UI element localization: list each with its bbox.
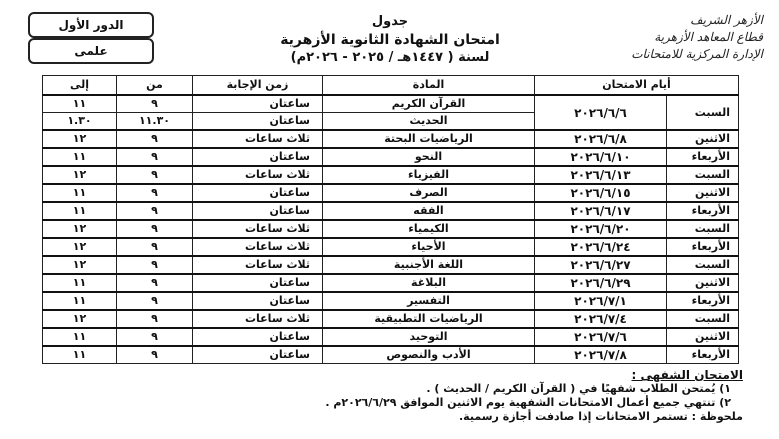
table-row bbox=[43, 292, 739, 310]
cell-duration: ساعتان bbox=[193, 328, 323, 346]
cell-duration: ثلاث ساعات bbox=[193, 238, 323, 256]
cell-date: ٢٠٢٦/٦/١٠ bbox=[535, 148, 667, 166]
table-row bbox=[43, 130, 739, 148]
cell-day: السبت bbox=[667, 256, 739, 274]
cell-date: ٢٠٢٦/٦/٢٤ bbox=[535, 238, 667, 256]
cell-from: ١١.٣٠ bbox=[117, 113, 193, 131]
branch-label: علمى bbox=[74, 44, 108, 58]
cell-duration: ثلاث ساعات bbox=[193, 220, 323, 238]
cell-date: ٢٠٢٦/٦/٢٠ bbox=[535, 220, 667, 238]
cell-to: ١١ bbox=[43, 328, 117, 346]
cell-to: ١.٣٠ bbox=[43, 113, 117, 131]
cell-to: ١١ bbox=[43, 95, 117, 113]
cell-to: ١١ bbox=[43, 292, 117, 310]
table-row bbox=[43, 184, 739, 202]
cell-date: ٢٠٢٦/٦/١٧ bbox=[535, 202, 667, 220]
cell-date: ٢٠٢٦/٦/٢٧ bbox=[535, 256, 667, 274]
branch-label-box bbox=[28, 38, 154, 64]
cell-from: ٩ bbox=[117, 346, 193, 364]
page-title: امتحان الشهادة الثانوية الأزهرية bbox=[280, 32, 500, 48]
cell-subject: التفسير bbox=[323, 292, 535, 310]
cell-from: ٩ bbox=[117, 130, 193, 148]
cell-duration: ساعتان bbox=[193, 202, 323, 220]
table-row bbox=[43, 220, 739, 238]
cell-to: ١٢ bbox=[43, 238, 117, 256]
cell-date: ٢٠٢٦/٧/١ bbox=[535, 292, 667, 310]
cell-from: ٩ bbox=[117, 238, 193, 256]
cell-to: ١١ bbox=[43, 202, 117, 220]
cell-day: السبت bbox=[667, 220, 739, 238]
notes-section bbox=[43, 368, 743, 424]
cell-subject: البلاغة bbox=[323, 274, 535, 292]
cell-from: ٩ bbox=[117, 256, 193, 274]
cell-to: ١١ bbox=[43, 148, 117, 166]
cell-duration: ساعتان bbox=[193, 95, 323, 113]
cell-duration: ثلاث ساعات bbox=[193, 310, 323, 328]
institution-header bbox=[593, 12, 763, 63]
oral-note-2: ٢) تنتهي جميع أعمال الامتحانات الشفهية يوم الاثنين الموافق ٢٠٢٦/٦/٢٩م . bbox=[325, 396, 731, 409]
cell-date: ٢٠٢٦/٧/٨ bbox=[535, 346, 667, 364]
table-row bbox=[43, 274, 739, 292]
cell-to: ١١ bbox=[43, 346, 117, 364]
cell-day: السبت bbox=[667, 95, 739, 130]
cell-day: الأربعاء bbox=[667, 202, 739, 220]
oral-note-1: ١) يُمتحن الطلاب شفهيًا في ( القرآن الكريم / الحديث ) . bbox=[426, 382, 731, 395]
cell-to: ١٢ bbox=[43, 166, 117, 184]
cell-day: الأربعاء bbox=[667, 292, 739, 310]
cell-day: الاثنين bbox=[667, 274, 739, 292]
cell-subject: الأدب والنصوص bbox=[323, 346, 535, 364]
cell-subject: التوحيد bbox=[323, 328, 535, 346]
cell-date: ٢٠٢٦/٦/١٣ bbox=[535, 166, 667, 184]
cell-day: الاثنين bbox=[667, 328, 739, 346]
cell-day: الأربعاء bbox=[667, 346, 739, 364]
remark-note: ملحوظة : تستمر الامتحانات إذا صادفت أجازة رسمية. bbox=[459, 410, 743, 423]
cell-day: الاثنين bbox=[667, 130, 739, 148]
round-label-box bbox=[28, 12, 154, 38]
cell-date: ٢٠٢٦/٧/٤ bbox=[535, 310, 667, 328]
table-row bbox=[43, 310, 739, 328]
table-row bbox=[43, 346, 739, 364]
cell-duration: ساعتان bbox=[193, 292, 323, 310]
cell-from: ٩ bbox=[117, 166, 193, 184]
cell-subject: الصرف bbox=[323, 184, 535, 202]
table-row bbox=[43, 238, 739, 256]
cell-to: ١٢ bbox=[43, 130, 117, 148]
cell-day: السبت bbox=[667, 310, 739, 328]
institution-line-2: قطاع المعاهد الأزهرية bbox=[654, 30, 763, 44]
cell-day: الاثنين bbox=[667, 184, 739, 202]
cell-from: ٩ bbox=[117, 220, 193, 238]
table-row bbox=[43, 95, 739, 113]
cell-duration: ساعتان bbox=[193, 148, 323, 166]
institution-line-1: الأزهر الشريف bbox=[690, 13, 763, 27]
table-row bbox=[43, 148, 739, 166]
col-subject: المادة bbox=[323, 76, 535, 96]
institution-line-3: الإدارة المركزية للامتحانات bbox=[631, 47, 763, 61]
cell-subject: الفيزياء bbox=[323, 166, 535, 184]
cell-from: ٩ bbox=[117, 292, 193, 310]
cell-subject: الكيمياء bbox=[323, 220, 535, 238]
cell-date: ٢٠٢٦/٧/٦ bbox=[535, 328, 667, 346]
cell-duration: ساعتان bbox=[193, 346, 323, 364]
cell-subject: القرآن الكريم bbox=[323, 95, 535, 113]
cell-from: ٩ bbox=[117, 95, 193, 113]
table-row bbox=[43, 202, 739, 220]
oral-exam-title: الامتحان الشفهى : bbox=[631, 368, 743, 382]
col-duration: زمن الإجابة bbox=[193, 76, 323, 96]
cell-to: ١٢ bbox=[43, 256, 117, 274]
cell-duration: ساعتان bbox=[193, 184, 323, 202]
cell-subject: اللغة الأجنبية bbox=[323, 256, 535, 274]
table-row bbox=[43, 256, 739, 274]
cell-duration: ثلاث ساعات bbox=[193, 130, 323, 148]
cell-from: ٩ bbox=[117, 328, 193, 346]
cell-to: ١٢ bbox=[43, 220, 117, 238]
cell-duration: ساعتان bbox=[193, 113, 323, 131]
cell-subject: الرياضيات التطبيقية bbox=[323, 310, 535, 328]
cell-date: ٢٠٢٦/٦/٨ bbox=[535, 130, 667, 148]
cell-subject: النحو bbox=[323, 148, 535, 166]
cell-date: ٢٠٢٦/٦/١٥ bbox=[535, 184, 667, 202]
cell-to: ١١ bbox=[43, 184, 117, 202]
cell-from: ٩ bbox=[117, 274, 193, 292]
cell-duration: ساعتان bbox=[193, 274, 323, 292]
table-row bbox=[43, 166, 739, 184]
cell-from: ٩ bbox=[117, 184, 193, 202]
cell-from: ٩ bbox=[117, 202, 193, 220]
cell-date: ٢٠٢٦/٦/٦ bbox=[535, 95, 667, 130]
cell-day: الأربعاء bbox=[667, 148, 739, 166]
round-label: الدور الأول bbox=[58, 18, 124, 32]
cell-to: ١١ bbox=[43, 274, 117, 292]
col-to: إلى bbox=[43, 76, 117, 96]
col-from: من bbox=[117, 76, 193, 96]
cell-subject: الفقه bbox=[323, 202, 535, 220]
cell-day: السبت bbox=[667, 166, 739, 184]
cell-from: ٩ bbox=[117, 148, 193, 166]
cell-date: ٢٠٢٦/٦/٢٩ bbox=[535, 274, 667, 292]
table-header-row bbox=[43, 76, 739, 96]
exam-schedule-table bbox=[42, 75, 739, 364]
cell-to: ١٢ bbox=[43, 310, 117, 328]
table-body bbox=[43, 95, 739, 364]
title-year: لسنة ( ١٤٤٧هـ / ٢٠٢٥ - ٢٠٢٦م) bbox=[290, 50, 490, 65]
cell-day: الأربعاء bbox=[667, 238, 739, 256]
cell-from: ٩ bbox=[117, 310, 193, 328]
cell-duration: ثلاث ساعات bbox=[193, 166, 323, 184]
table-row bbox=[43, 328, 739, 346]
cell-duration: ثلاث ساعات bbox=[193, 256, 323, 274]
col-exam-days: أيام الامتحان bbox=[535, 76, 739, 96]
title-line-1: جدول bbox=[371, 14, 409, 29]
cell-subject: الأحياء bbox=[323, 238, 535, 256]
cell-subject: الرياضيات البحتة bbox=[323, 130, 535, 148]
cell-subject: الحديث bbox=[323, 113, 535, 131]
